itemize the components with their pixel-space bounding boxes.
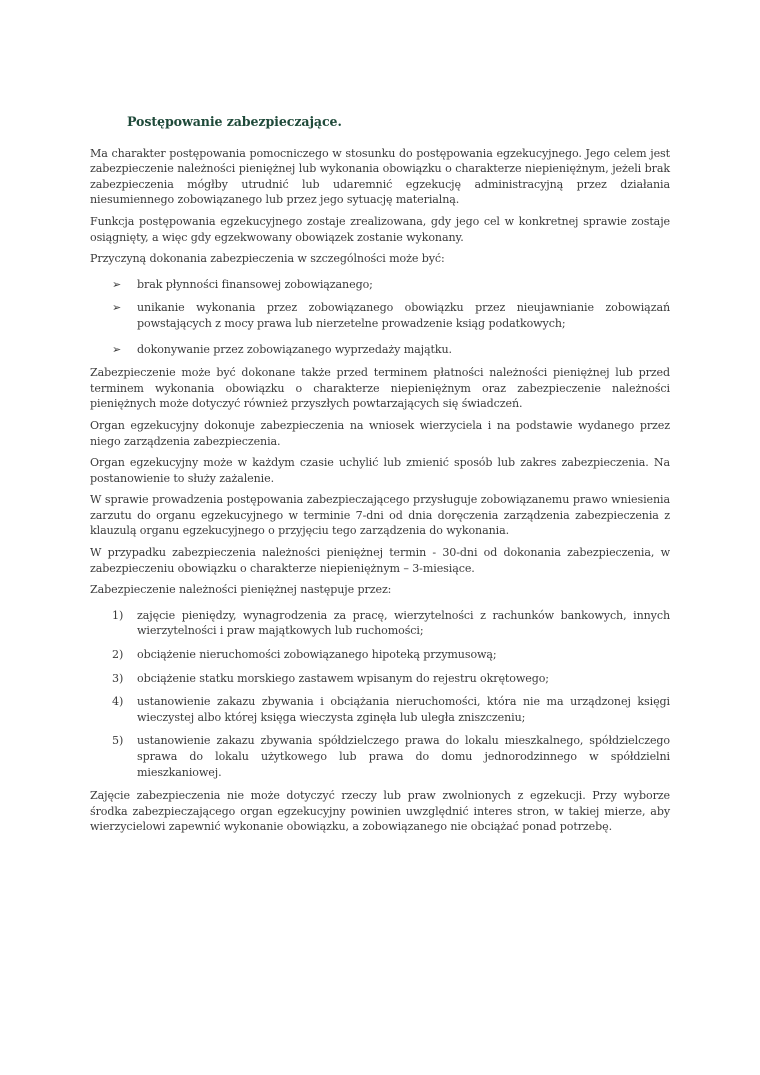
list-item-text: unikanie wykonania przez zobowiązanego obowiązku przez nieujawnianie zobowiązań powstających z mocy prawa lub nierzetelne prowadzenie ksiąg podatkowych; bbox=[137, 301, 670, 330]
list-item-text: dokonywanie przez zobowiązanego wyprzedaży majątku. bbox=[137, 342, 452, 356]
document-title: Postępowanie zabezpieczające. bbox=[127, 114, 342, 129]
paragraph-objection: W sprawie prowadzenia postępowania zabezpieczającego przysługuje zobowiązanemu prawo wniesienia zarzutu do organu egzekucyjnego w terminie 7-dni od dnia doręczenia zarządzenia zabezpieczenia z klauzulą organu egzekucyjnego o przyjęciu tego zarządzenia do wykonania. bbox=[90, 493, 670, 538]
list-number: 2) bbox=[112, 648, 124, 662]
list-item bbox=[90, 671, 670, 687]
list-number: 4) bbox=[112, 695, 124, 709]
methods-list bbox=[90, 608, 670, 780]
list-number: 1) bbox=[112, 608, 124, 622]
list-item bbox=[90, 647, 670, 663]
list-item-text: zajęcie pieniędzy, wynagrodzenia za pracę, wierzytelności z rachunków bankowych, innych wierzytelności i praw majątkowych lub ruchomości; bbox=[137, 608, 670, 638]
list-item bbox=[90, 300, 670, 331]
list-item-text: obciążenie statku morskiego zastawem wpisanym do rejestru okrętowego; bbox=[137, 671, 549, 685]
document-body bbox=[90, 114, 670, 841]
list-item bbox=[90, 342, 670, 358]
list-item-text: ustanowienie zakazu zbywania spółdzielczego prawa do lokalu mieszkalnego, spółdzielczego sprawa do lokalu użytkowego lub prawa do domu jednorodzinnego w spółdzielni mieszkaniowej. bbox=[137, 734, 670, 779]
paragraph-methods-lead: Zabezpieczenie należności pieniężnej następuje przez: bbox=[90, 583, 392, 597]
paragraph-function: Funkcja postępowania egzekucyjnego zostaje zrealizowana, gdy jego cel w konkretnej sprawie zostaje osiągnięty, a więc gdy egzekwowany obowiązek zostanie wykonany. bbox=[90, 214, 670, 244]
paragraph-request: Organ egzekucyjny dokonuje zabezpieczenia na wniosek wierzyciela i na podstawie wydanego przez niego zarządzenia zabezpieczenia. bbox=[90, 418, 670, 448]
arrow-bullet-icon: ➢ bbox=[112, 277, 122, 291]
paragraph-timing: Zabezpieczenie może być dokonane także przed terminem płatności należności pieniężnej lub przed terminem wykonania obowiązku o charakterze niepieniężnym oraz zabezpieczenie należności pieniężnych może dotyczyć również przyszłych powtarzających się świadczeń. bbox=[90, 366, 670, 411]
list-item bbox=[90, 733, 670, 780]
list-number: 5) bbox=[112, 734, 124, 748]
list-item-text: ustanowienie zakazu zbywania i obciążania nieruchomości, która nie ma urządzonej księgi wieczystej albo której księga wieczysta zginęła lub uległa zniszczeniu; bbox=[137, 695, 670, 724]
list-item-text: brak płynności finansowej zobowiązanego; bbox=[137, 277, 373, 291]
arrow-bullet-icon: ➢ bbox=[112, 342, 122, 356]
causes-list bbox=[90, 277, 670, 357]
list-item-text: obciążenie nieruchomości zobowiązanego hipoteką przymusową; bbox=[137, 648, 497, 662]
list-number: 3) bbox=[112, 671, 124, 685]
paragraph-causes-lead: Przyczyną dokonania zabezpieczenia w szczególności może być: bbox=[90, 252, 445, 266]
list-item bbox=[90, 608, 670, 639]
arrow-bullet-icon: ➢ bbox=[112, 301, 122, 315]
list-item bbox=[90, 694, 670, 725]
list-item bbox=[90, 277, 670, 293]
paragraph-final: Zajęcie zabezpieczenia nie może dotyczyć rzeczy lub praw zwolnionych z egzekucji. Przy wyborze środka zabezpieczającego organ egzekucyjny powinien uwzględnić interes stron, w takiej mierze, aby wierzycielowi zapewnić wykonanie obowiązku, a zobowiązanego nie obciążać ponad potrzebę. bbox=[90, 789, 670, 834]
paragraph-change: Organ egzekucyjny może w każdym czasie uchylić lub zmienić sposób lub zakres zabezpieczenia. Na postanowienie to służy zażalenie. bbox=[90, 456, 670, 485]
paragraph-intro: Ma charakter postępowania pomocniczego w stosunku do postępowania egzekucyjnego. Jego celem jest zabezpieczenie należności pieniężnej lub wykonania obowiązku o charakterze niepieniężnym, jeżeli brak zabezpieczenia mógłby utrudnić lub udaremnić egzekucję administracyjną przez działania niesumiennego zobowiązanego lub przez jego sytuację materialną. bbox=[90, 146, 670, 207]
paragraph-deadline: W przypadku zabezpieczenia należności pieniężnej termin - 30-dni od dokonania zabezpieczenia, w zabezpieczeniu obowiązku o charakterze niepieniężnym – 3-miesiące. bbox=[90, 546, 670, 575]
